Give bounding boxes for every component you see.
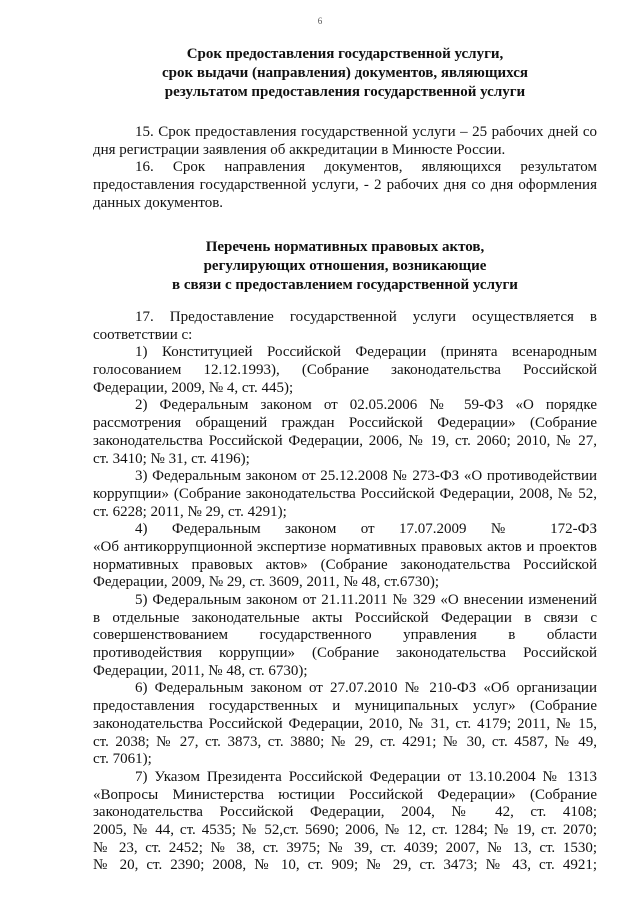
text-line: Федерации, 2009, № 4, ст. 445); [93,379,294,396]
text-line: предоставления государственных и муниципальных услуг» (Собрание [93,698,597,715]
text-line: 1) Конституцией Российской Федерации (принята всенародным [135,344,597,361]
text-line: законодательства Российской Федерации, 2004, № 42, ст. 4108; [93,804,597,821]
text-line: 7) Указом Президента Российской Федерации от 13.10.2004 № 1313 [135,768,597,785]
section-heading-legal-acts [93,238,597,295]
page-number: 6 [317,16,323,26]
paragraphs-15-16 [93,124,597,212]
text-line: 6) Федеральным законом от 27.07.2010 № 210-ФЗ «Об организации [135,680,597,697]
text-line: нормативных правовых актов» (Собрание законодательства Российской [93,556,597,573]
text-line: 15. Срок предоставления государственной услуги – 25 рабочих дней со [135,124,597,140]
paragraph-17-legal-acts-list [93,309,597,875]
text-line: коррупции» (Собрание законодательства Российской Федерации, 2008, № 52, [93,485,597,502]
text-line: № 20, ст. 2390; 2008, № 10, ст. 909; № 29, ст. 3473; № 43, ст. 4921; [93,857,597,874]
text-line: ст. 7061); [93,751,152,768]
text-line: рассмотрения обращений граждан Российской Федерации» (Собрание [93,415,597,432]
heading-line: результатом предоставления государственной услуги [164,84,526,100]
heading-line: срок выдачи (направления) документов, являющихся [162,65,528,81]
text-line: ст. 6228; 2011, № 29, ст. 4291); [93,503,287,520]
heading-line: регулирующих отношения, возникающие [203,258,487,274]
text-line: 3) Федеральным законом от 25.12.2008 № 273-ФЗ «О противодействии [135,468,597,485]
text-line: в отдельные законодательные акты Российской Федерации в связи с [93,609,597,626]
text-line: «Об антикоррупционной экспертизе нормативных правовых актов и проектов [93,538,597,555]
heading-line: Перечень нормативных правовых актов, [205,239,485,255]
text-line: 2) Федеральным законом от 02.05.2006 № 59-ФЗ «О порядке [135,397,597,414]
text-line: 17. Предоставление государственной услуги осуществляется в [135,309,597,325]
text-line: данных документов. [93,194,224,211]
text-line: голосованием 12.12.1993), (Собрание законодательства Российской [93,362,597,379]
text-line: ст. 3410; № 31, ст. 4196); [93,450,250,467]
text-line: предоставления государственной услуги, - 2 рабочих дня со дня оформления [93,177,597,194]
text-line: 5) Федеральным законом от 21.11.2011 № 329 «О внесении изменений [135,592,597,608]
text-line: № 23, ст. 2452; № 38, ст. 3975; № 39, ст. 4039; 2007, № 13, ст. 1530; [93,839,597,856]
text-line: противодействия коррупции» (Собрание законодательства Российской [93,645,597,662]
text-line: совершенствованием государственного управления в области [93,627,597,644]
text-line: Федерации, 2009, № 29, ст. 3609, 2011, № 48, ст.6730); [93,574,439,591]
text-line: дня регистрации заявления об аккредитации в Минюсте России. [93,141,506,158]
text-line: 16. Срок направления документов, являющихся результатом [135,159,597,176]
text-line: законодательства Российской Федерации, 2010, № 31, ст. 4179; 2011, № 15, [93,715,597,732]
section-heading-service-term [93,45,597,102]
text-line: ст. 2038; № 27, ст. 3873, ст. 3880; № 29, ст. 4291; № 30, ст. 4587, № 49, [93,733,597,750]
text-line: 2005, № 44, ст. 4535; № 52,ст. 5690; 2006, № 12, ст. 1284; № 19, ст. 2070; [93,821,597,838]
text-line: «Вопросы Министерства юстиции Российской Федерации» (Собрание [93,786,597,803]
heading-line: в связи с предоставлением государственной услуги [172,277,518,293]
text-line: 4) Федеральным законом от 17.07.2009 № 172-ФЗ [135,521,597,538]
text-line: соответствии с: [93,326,193,343]
text-line: Федерации, 2011, № 48, ст. 6730); [93,662,308,679]
heading-line: Срок предоставления государственной услуги, [186,46,504,62]
text-line: законодательства Российской Федерации, 2006, № 19, ст. 2060; 2010, № 27, [93,432,597,449]
